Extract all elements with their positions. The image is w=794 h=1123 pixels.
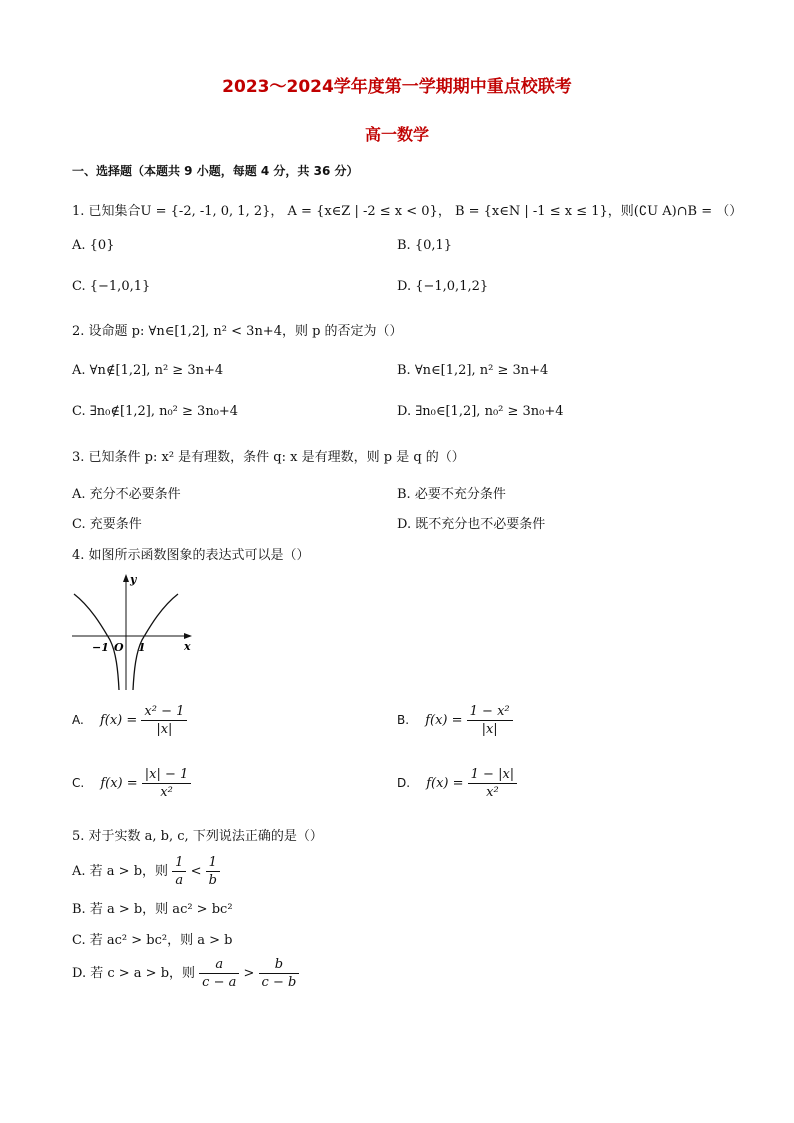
question-1-option-b: B. {0,1}: [397, 238, 453, 253]
question-1-option-c: C. {−1,0,1}: [72, 279, 151, 294]
question-2-stem: 2. 设命题 p: ∀n∈[1,2], n² < 3n+4，则 p 的否定为（）: [72, 324, 403, 339]
question-3-option-a: A. 充分不必要条件: [72, 487, 181, 502]
fraction-denominator: x²: [486, 785, 499, 800]
section-heading: 一、选择题（本题共 9 小题，每题 4 分，共 36 分）: [72, 164, 359, 178]
fraction-denominator: b: [208, 873, 217, 888]
x-axis-arrow: [184, 633, 192, 639]
option-fraction-left: [172, 854, 186, 889]
comparison-operator: <: [190, 864, 206, 879]
question-3-option-d: D. 既不充分也不必要条件: [397, 517, 546, 532]
fraction-denominator: c − a: [202, 975, 237, 990]
graph-label-y: y: [130, 573, 137, 586]
question-4-option-c: [72, 766, 191, 801]
option-text: A. 若 a > b，则: [72, 864, 173, 879]
question-1-option-a: A. {0}: [72, 238, 115, 253]
option-lhs: f(x) =: [425, 713, 463, 728]
fraction-numerator: x² − 1: [141, 703, 187, 721]
fraction-numerator: 1: [172, 854, 186, 872]
option-text: D. 若 c > a > b，则: [72, 966, 200, 981]
graph-label-x: x: [184, 640, 191, 653]
question-4-option-d: [397, 766, 517, 801]
question-3-stem: 3. 已知条件 p: x² 是有理数，条件 q: x 是有理数，则 p 是 q 的（）: [72, 450, 465, 465]
graph-label-neg-one: −1: [92, 641, 109, 654]
question-2-option-c: C. ∃n₀∉[1,2], n₀² ≥ 3n₀+4: [72, 404, 239, 419]
fraction-denominator: |x|: [156, 722, 173, 737]
option-fraction-left: [199, 956, 239, 991]
question-1-option-d: D. {−1,0,1,2}: [397, 279, 489, 294]
fraction-denominator: |x|: [481, 722, 498, 737]
question-1-stem: 1. 已知集合U = {-2, -1, 0, 1, 2}， A = {x∈Z | -2 ≤ x < 0}， B = {x∈N | -1 ≤ x ≤ 1}，则(∁U A)∩B = （）: [72, 204, 743, 219]
question-2-option-a: A. ∀n∉[1,2], n² ≥ 3n+4: [72, 363, 224, 378]
fraction-numerator: 1: [206, 854, 220, 872]
question-3-option-b: B. 必要不充分条件: [397, 487, 506, 502]
fraction-numerator: 1 − |x|: [468, 766, 518, 784]
option-letter: A.: [72, 713, 84, 727]
question-2-option-d: D. ∃n₀∈[1,2], n₀² ≥ 3n₀+4: [397, 404, 564, 419]
exam-title: 2023～2024学年度第一学期期中重点校联考: [222, 77, 572, 97]
option-lhs: f(x) =: [100, 776, 138, 791]
question-4-option-b: [397, 703, 513, 738]
fraction-denominator: a: [175, 873, 184, 888]
exam-subject: 高一数学: [364, 125, 429, 144]
option-letter: D.: [397, 776, 411, 790]
graph-label-one: 1: [138, 641, 146, 654]
fraction-denominator: x²: [160, 785, 173, 800]
option-letter: C.: [72, 776, 85, 790]
question-5-option-c: C. 若 ac² > bc²，则 a > b: [72, 933, 233, 948]
question-5-option-b: B. 若 a > b，则 ac² > bc²: [72, 902, 233, 917]
question-5-stem: 5. 对于实数 a, b, c, 下列说法正确的是（）: [72, 829, 323, 844]
option-fraction: [468, 766, 518, 801]
option-fraction-right: [206, 854, 220, 889]
question-4-option-a: [72, 703, 187, 738]
option-lhs: f(x) =: [99, 713, 138, 728]
option-fraction: [141, 703, 187, 738]
question-2-option-b: B. ∀n∈[1,2], n² ≥ 3n+4: [397, 363, 549, 378]
fraction-denominator: c − b: [261, 975, 297, 990]
question-5-option-a: [72, 854, 220, 889]
question-5-option-d: [72, 956, 299, 991]
graph-label-origin: O: [114, 641, 124, 654]
option-fraction: [467, 703, 513, 738]
option-lhs: f(x) =: [426, 776, 464, 791]
y-axis-arrow: [123, 574, 129, 582]
fraction-numerator: 1 − x²: [467, 703, 513, 721]
question-3-option-c: C. 充要条件: [72, 517, 142, 532]
fraction-numerator: |x| − 1: [142, 766, 192, 784]
option-fraction-right: [259, 956, 300, 991]
comparison-operator: >: [243, 966, 259, 981]
option-letter: B.: [397, 713, 410, 727]
function-graph: [68, 570, 198, 694]
question-4-stem: 4. 如图所示函数图象的表达式可以是（）: [72, 548, 310, 563]
fraction-numerator: a: [199, 956, 239, 974]
option-fraction: [142, 766, 192, 801]
fraction-numerator: b: [259, 956, 300, 974]
